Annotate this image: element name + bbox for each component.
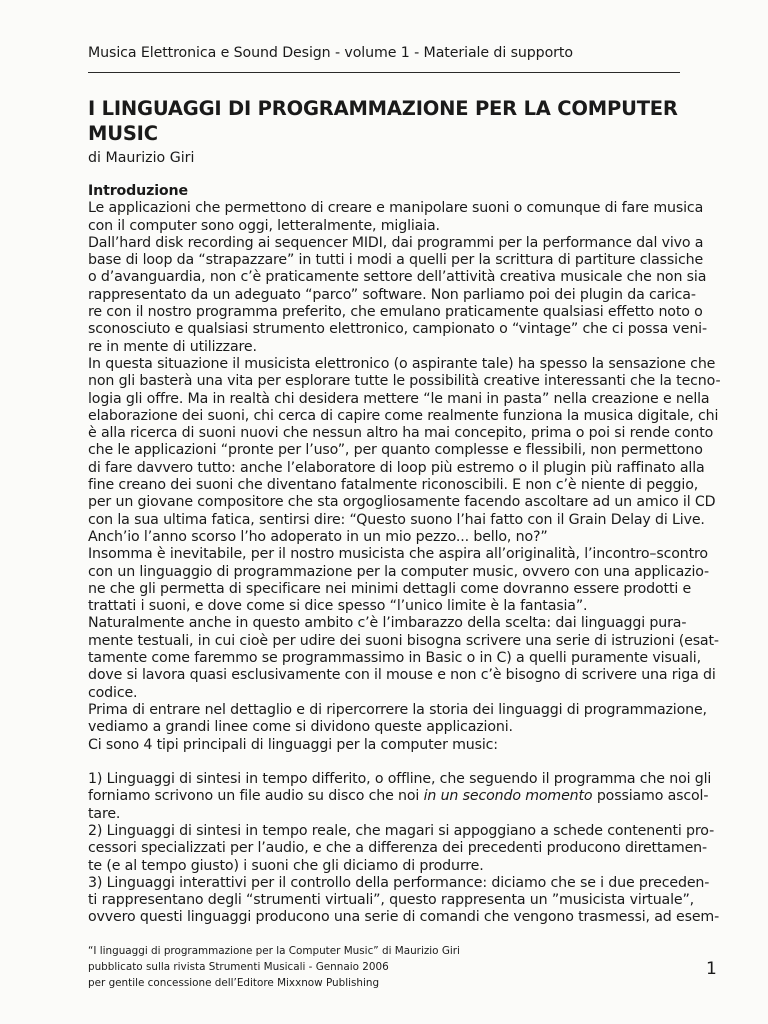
body-line: è alla ricerca di suoni nuovi che nessun altro ha mai concepito, prima o poi si rende conto <box>88 425 714 442</box>
footer-line: pubblicato sulla rivista Strumenti Musicali - Gennaio 2006 <box>88 961 389 973</box>
list-line: 1) Linguaggi di sintesi in tempo differito, o offline, che seguendo il programma che noi gli <box>88 771 712 788</box>
footer-note <box>88 943 608 991</box>
list-line: cessori specializzati per l’audio, e che a differenza dei precedenti producono direttamen- <box>88 840 707 857</box>
body-line: Anch’io l’anno scorso l’ho adoperato in un mio pezzo... bello, no?” <box>88 528 548 545</box>
page-number: 1 <box>706 959 717 979</box>
section-heading: Introduzione <box>88 183 188 199</box>
body-line: non gli basterà una vita per esplorare tutte le possibilità creative interessanti che la tecno- <box>88 373 721 390</box>
body-line: con la sua ultima fatica, sentirsi dire: “Questo suono l’hai fatto con il Grain Delay di Live. <box>88 511 705 528</box>
body-line: tamente come faremmo se programmassimo in Basic o in C) a quelli puramente visuali, <box>88 650 701 667</box>
running-header: Musica Elettronica e Sound Design - volume 1 - Materiale di supporto <box>88 45 573 61</box>
body-line: Le applicazioni che permettono di creare e manipolare suoni o comunque di fare musica <box>88 200 704 217</box>
body-line: trattati i suoni, e dove come si dice spesso “l’unico limite è la fantasia”. <box>88 598 588 615</box>
list-line <box>88 788 709 805</box>
list-line: ti rappresentano degli “strumenti virtuali”, questo rappresenta un ”musicista virtuale”, <box>88 892 695 909</box>
list-line-part: possiamo ascol- <box>592 788 709 805</box>
body-line: fine creano dei suoni che diventano fatalmente riconoscibili. E non c’è niente di peggio, <box>88 477 699 494</box>
body-line: per un giovane compositore che sta orgogliosamente facendo ascoltare ad un amico il CD <box>88 494 716 511</box>
list-line: tare. <box>88 805 121 822</box>
body-line: Dall’hard disk recording ai sequencer MIDI, dai programmi per la performance dal vivo a <box>88 234 704 251</box>
body-line: re in mente di utilizzare. <box>88 338 257 355</box>
body-line: In questa situazione il musicista elettronico (o aspirante tale) ha spesso la sensazione che <box>88 355 716 372</box>
list-line-part: forniamo scrivono un file audio su disco che noi <box>88 788 424 805</box>
body-line: rappresentato da un adeguato “parco” software. Non parliamo poi dei plugin da carica- <box>88 286 696 303</box>
article-author: di Maurizio Giri <box>88 150 195 166</box>
body-line: con un linguaggio di programmazione per la computer music, ovvero con una applicazio- <box>88 563 710 580</box>
list-line: te (e al tempo giusto) i suoni che gli diciamo di produrre. <box>88 857 484 874</box>
body-line: re con il nostro programma preferito, che emulano praticamente qualsiasi effetto noto o <box>88 304 703 321</box>
list-line: 2) Linguaggi di sintesi in tempo reale, che magari si appoggiano a schede contenenti pro- <box>88 822 715 839</box>
body-line: Naturalmente anche in questo ambito c’è l’imbarazzo della scelta: dai linguaggi pura- <box>88 615 687 632</box>
body-line: vediamo a grandi linee come si dividono queste applicazioni. <box>88 719 513 736</box>
body-line: Ci sono 4 tipi principali di linguaggi per la computer music: <box>88 736 498 753</box>
body-line: elaborazione dei suoni, chi cerca di capire come realmente funziona la musica digitale, chi <box>88 407 719 424</box>
footer-line: “I linguaggi di programmazione per la Computer Music” di Maurizio Giri <box>88 945 460 957</box>
body-line: di fare davvero tutto: anche l’elaboratore di loop più estremo o il plugin più raffinato alla <box>88 459 705 476</box>
body-line: o d’avanguardia, non c’è praticamente settore dell’attività creativa musicale che non sia <box>88 269 707 286</box>
body-line: codice. <box>88 684 138 701</box>
body-line: Insomma è inevitabile, per il nostro musicista che aspira all’originalità, l’incontro–scontro <box>88 546 708 563</box>
emphasis-text: in un secondo momento <box>423 788 593 805</box>
body-line: mente testuali, in cui cioè per udire dei suoni bisogna scrivere una serie di istruzioni (esat- <box>88 632 719 649</box>
body-line: base di loop da “strapazzare” in tutti i modi a quelli per la scrittura di partiture classiche <box>88 252 704 269</box>
header-rule <box>88 72 680 73</box>
footer-line: per gentile concessione dell’Editore Mixxnow Publishing <box>88 977 380 989</box>
list-line: 3) Linguaggi interattivi per il controllo della performance: diciamo che se i due preceden- <box>88 874 710 891</box>
body-line: ne che gli permetta di specificare nei minimi dettagli come dovranno essere prodotti e <box>88 580 692 597</box>
body-line: che le applicazioni “pronte per l’uso”, per quanto complesse e flessibili, non permettono <box>88 442 703 459</box>
article-title: I LINGUAGGI DI PROGRAMMAZIONE PER LA COMPUTER MUSIC <box>88 97 678 145</box>
body-line: Prima di entrare nel dettaglio e di ripercorrere la storia dei linguaggi di programmazione, <box>88 701 707 718</box>
body-line: logia gli offre. Ma in realtà chi desidera mettere “le mani in pasta” nella creazione e nella <box>88 390 710 407</box>
body-line: sconosciuto e qualsiasi strumento elettronico, campionato o “vintage” che ci possa veni- <box>88 321 707 338</box>
body-line: con il computer sono oggi, letteralmente, migliaia. <box>88 217 440 234</box>
paragraph-gap <box>88 754 688 771</box>
article-body <box>88 183 721 927</box>
body-line: dove si lavora quasi esclusivamente con il mouse e non c’è bisogno di scrivere una riga di <box>88 667 716 684</box>
list-line: ovvero questi linguaggi producono una serie di comandi che vengono trasmessi, ad esem- <box>88 909 720 926</box>
